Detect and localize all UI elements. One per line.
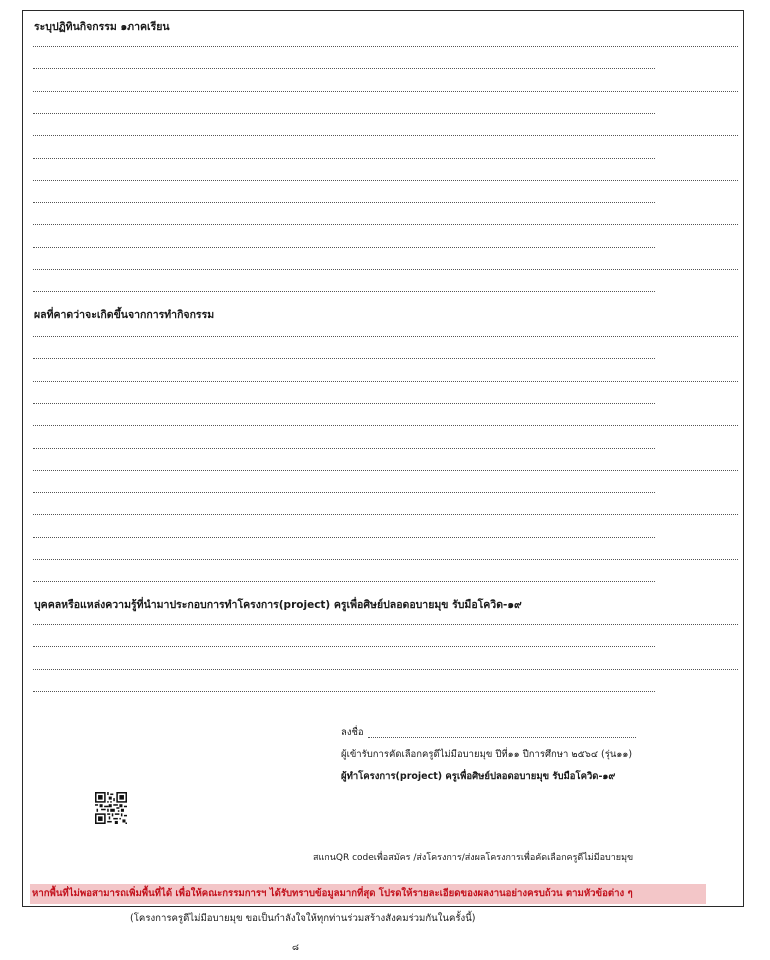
signature-line[interactable] bbox=[368, 737, 636, 738]
writing-line[interactable] bbox=[33, 269, 738, 270]
qr-code-icon[interactable] bbox=[95, 792, 127, 824]
writing-line[interactable] bbox=[33, 537, 655, 538]
writing-line[interactable] bbox=[33, 224, 738, 225]
writing-line[interactable] bbox=[33, 646, 655, 647]
writing-line[interactable] bbox=[33, 46, 738, 47]
writing-line[interactable] bbox=[33, 514, 738, 515]
writing-line[interactable] bbox=[33, 669, 738, 670]
sources-heading: บุคคลหรือแหล่งความรู้ที่นำมาประกอบการทำโครงการ(project) ครูเพื่อศิษย์ปลอดอบายมุข รับมือโควิด-๑๙ bbox=[34, 599, 522, 611]
applicant-line: ผู้เข้ารับการคัดเลือกครูดีไม่มีอบายมุข ปีที่๑๑ ปีการศึกษา ๒๕๖๔ (รุ่น๑๑) bbox=[341, 749, 633, 760]
expected-results-heading: ผลที่คาดว่าจะเกิดขึ้นจากการทำกิจกรรม bbox=[34, 309, 215, 321]
project-owner-line: ผู้ทำโครงการ(project) ครูเพื่อศิษย์ปลอดอบายมุข รับมือโควิด-๑๙ bbox=[341, 771, 616, 782]
writing-line[interactable] bbox=[33, 448, 655, 449]
writing-line[interactable] bbox=[33, 91, 738, 92]
writing-line[interactable] bbox=[33, 247, 655, 248]
footer-text: (โครงการครูดีไม่มีอบายมุข ขอเป็นกำลังใจให้ทุกท่านร่วมสร้างสังคมร่วมกันในครั้งนี้) bbox=[130, 913, 476, 924]
writing-line[interactable] bbox=[33, 624, 738, 625]
writing-line[interactable] bbox=[33, 559, 738, 560]
writing-line[interactable] bbox=[33, 492, 655, 493]
writing-line[interactable] bbox=[33, 381, 738, 382]
writing-line[interactable] bbox=[33, 336, 738, 337]
writing-line[interactable] bbox=[33, 291, 655, 292]
writing-line[interactable] bbox=[33, 425, 738, 426]
writing-line[interactable] bbox=[33, 202, 655, 203]
writing-line[interactable] bbox=[33, 581, 655, 582]
writing-line[interactable] bbox=[33, 470, 738, 471]
activities-heading: ระบุปฏิทินกิจกรรม ๑ภาคเรียน bbox=[34, 21, 170, 33]
writing-line[interactable] bbox=[33, 691, 655, 692]
writing-line[interactable] bbox=[33, 68, 655, 69]
note-banner: หากพื้นที่ไม่พอสามารถเพิ่มพื้นที่ได้ เพื่อให้คณะกรรมการฯ ได้รับทราบข้อมูลมากที่สุด โปรดให้รายละเอียดของผลงานอย่างครบถ้วน ตามหัวข้อต่าง ๆ bbox=[30, 884, 706, 904]
writing-line[interactable] bbox=[33, 180, 738, 181]
writing-line[interactable] bbox=[33, 158, 655, 159]
signature-label: ลงชื่อ bbox=[341, 727, 364, 738]
scan-caption: สแกนQR codeเพื่อสมัคร /ส่งโครงการ/ส่งผลโครงการเพื่อคัดเลือกครูดีไม่มีอบายมุข bbox=[313, 853, 634, 863]
writing-line[interactable] bbox=[33, 403, 655, 404]
writing-line[interactable] bbox=[33, 113, 655, 114]
writing-line[interactable] bbox=[33, 135, 738, 136]
writing-line[interactable] bbox=[33, 358, 655, 359]
page-number: ๘ bbox=[292, 943, 299, 953]
